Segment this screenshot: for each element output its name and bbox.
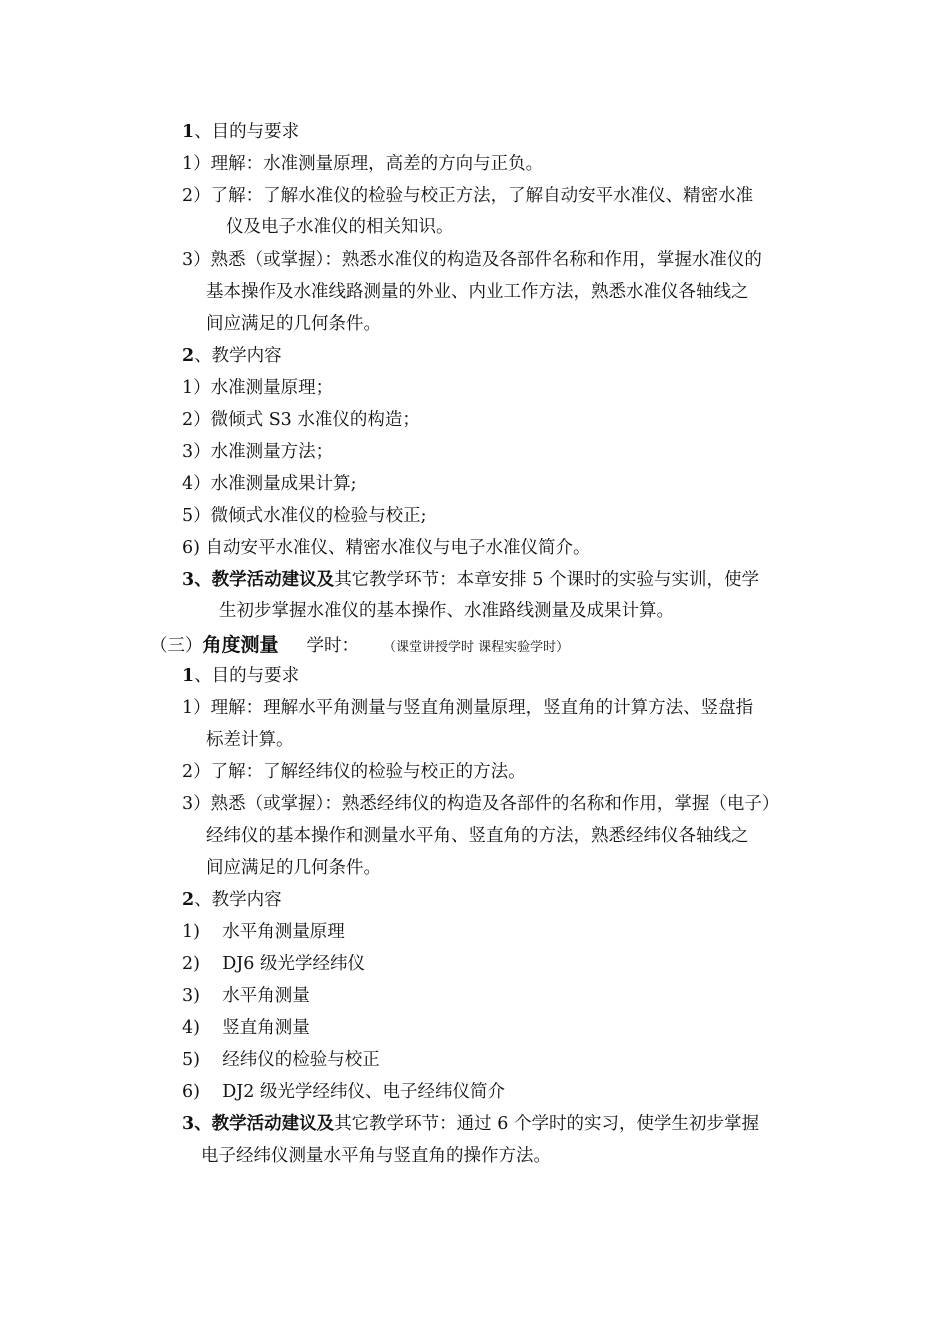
content-item: 4）水准测量成果计算;	[182, 474, 357, 494]
goal-item: 1）理解：水准测量原理，高差的方向与正负。	[182, 154, 544, 174]
goals-heading	[182, 665, 299, 687]
goal-item: 3）熟悉（或掌握）：熟悉水准仪的构造及各部件名称和作用，掌握水准仪的	[182, 250, 762, 270]
goal-item-continued: 间应满足的几何条件。	[206, 858, 381, 878]
activity-text-continued: 生初步掌握水准仪的基本操作、水准路线测量及成果计算。	[219, 601, 674, 621]
hours-label: 学时：	[306, 636, 360, 656]
heading-text: 、教学内容	[194, 346, 282, 366]
activity-text: 其它教学环节：本章安排 5 个课时的实验与实训，使学	[334, 570, 759, 590]
content-item: 3) 水平角测量	[182, 986, 310, 1006]
goal-item-continued: 间应满足的几何条件。	[206, 314, 381, 334]
section-heading	[150, 634, 569, 659]
activity-text-continued: 电子经纬仪测量水平角与竖直角的操作方法。	[201, 1146, 551, 1166]
content-item: 1) 水平角测量原理	[182, 922, 345, 942]
activity-paragraph	[182, 569, 759, 591]
goal-item-continued: 基本操作及水准线路测量的外业、内业工作方法，熟悉水准仪各轴线之	[206, 282, 749, 302]
goal-item: 1）理解：理解水平角测量与竖直角测量原理，竖直角的计算方法、竖盘指	[182, 698, 754, 718]
content-item: 4) 竖直角测量	[182, 1018, 310, 1038]
section-title: 角度测量	[202, 634, 279, 656]
goal-item: 3）熟悉（或掌握）：熟悉经纬仪的构造及各部件的名称和作用，掌握（电子）	[182, 794, 780, 814]
heading-number: 1	[182, 122, 195, 142]
activity-label: 、教学活动建议及	[194, 570, 335, 590]
goal-item-continued: 标差计算。	[206, 730, 294, 750]
heading-number: 1	[182, 666, 195, 686]
content-item: 6) 自动安平水准仪、精密水准仪与电子水准仪简介。	[182, 538, 591, 558]
content-item: 1）水准测量原理；	[182, 378, 334, 398]
activity-text: 其它教学环节：通过 6 个学时的实习，使学生初步掌握	[334, 1114, 759, 1134]
activity-number: 3	[182, 1114, 195, 1134]
hours-detail: （课堂讲授学时 课程实验学时）	[383, 640, 570, 655]
goal-item-continued: 仪及电子水准仪的相关知识。	[226, 217, 454, 237]
activity-paragraph	[182, 1113, 759, 1135]
heading-number: 2	[182, 346, 195, 366]
heading-text: 、教学内容	[194, 890, 282, 910]
content-item: 5）微倾式水准仪的检验与校正;	[182, 506, 427, 526]
activity-number: 3	[182, 570, 195, 590]
heading-text: 、目的与要求	[194, 122, 300, 142]
heading-number: 2	[182, 890, 195, 910]
goal-item: 2）了解：了解水准仪的检验与校正方法，了解自动安平水准仪、精密水准	[182, 186, 754, 206]
goals-heading	[182, 121, 299, 143]
goal-item-continued: 经纬仪的基本操作和测量水平角、竖直角的方法，熟悉经纬仪各轴线之	[206, 826, 749, 846]
heading-text: 、目的与要求	[194, 666, 300, 686]
section-prefix: （三）	[150, 636, 203, 656]
content-item: 2）微倾式 S3 水准仪的构造；	[182, 410, 420, 430]
goal-item: 2）了解：了解经纬仪的检验与校正的方法。	[182, 762, 526, 782]
activity-label: 、教学活动建议及	[194, 1114, 335, 1134]
content-heading	[182, 345, 282, 367]
content-item: 5) 经纬仪的检验与校正	[182, 1050, 380, 1070]
content-heading	[182, 889, 282, 911]
content-item: 6) DJ2 级光学经纬仪、电子经纬仪简介	[182, 1082, 505, 1102]
content-item: 3）水准测量方法；	[182, 442, 334, 462]
content-item: 2) DJ6 级光学经纬仪	[182, 954, 365, 974]
